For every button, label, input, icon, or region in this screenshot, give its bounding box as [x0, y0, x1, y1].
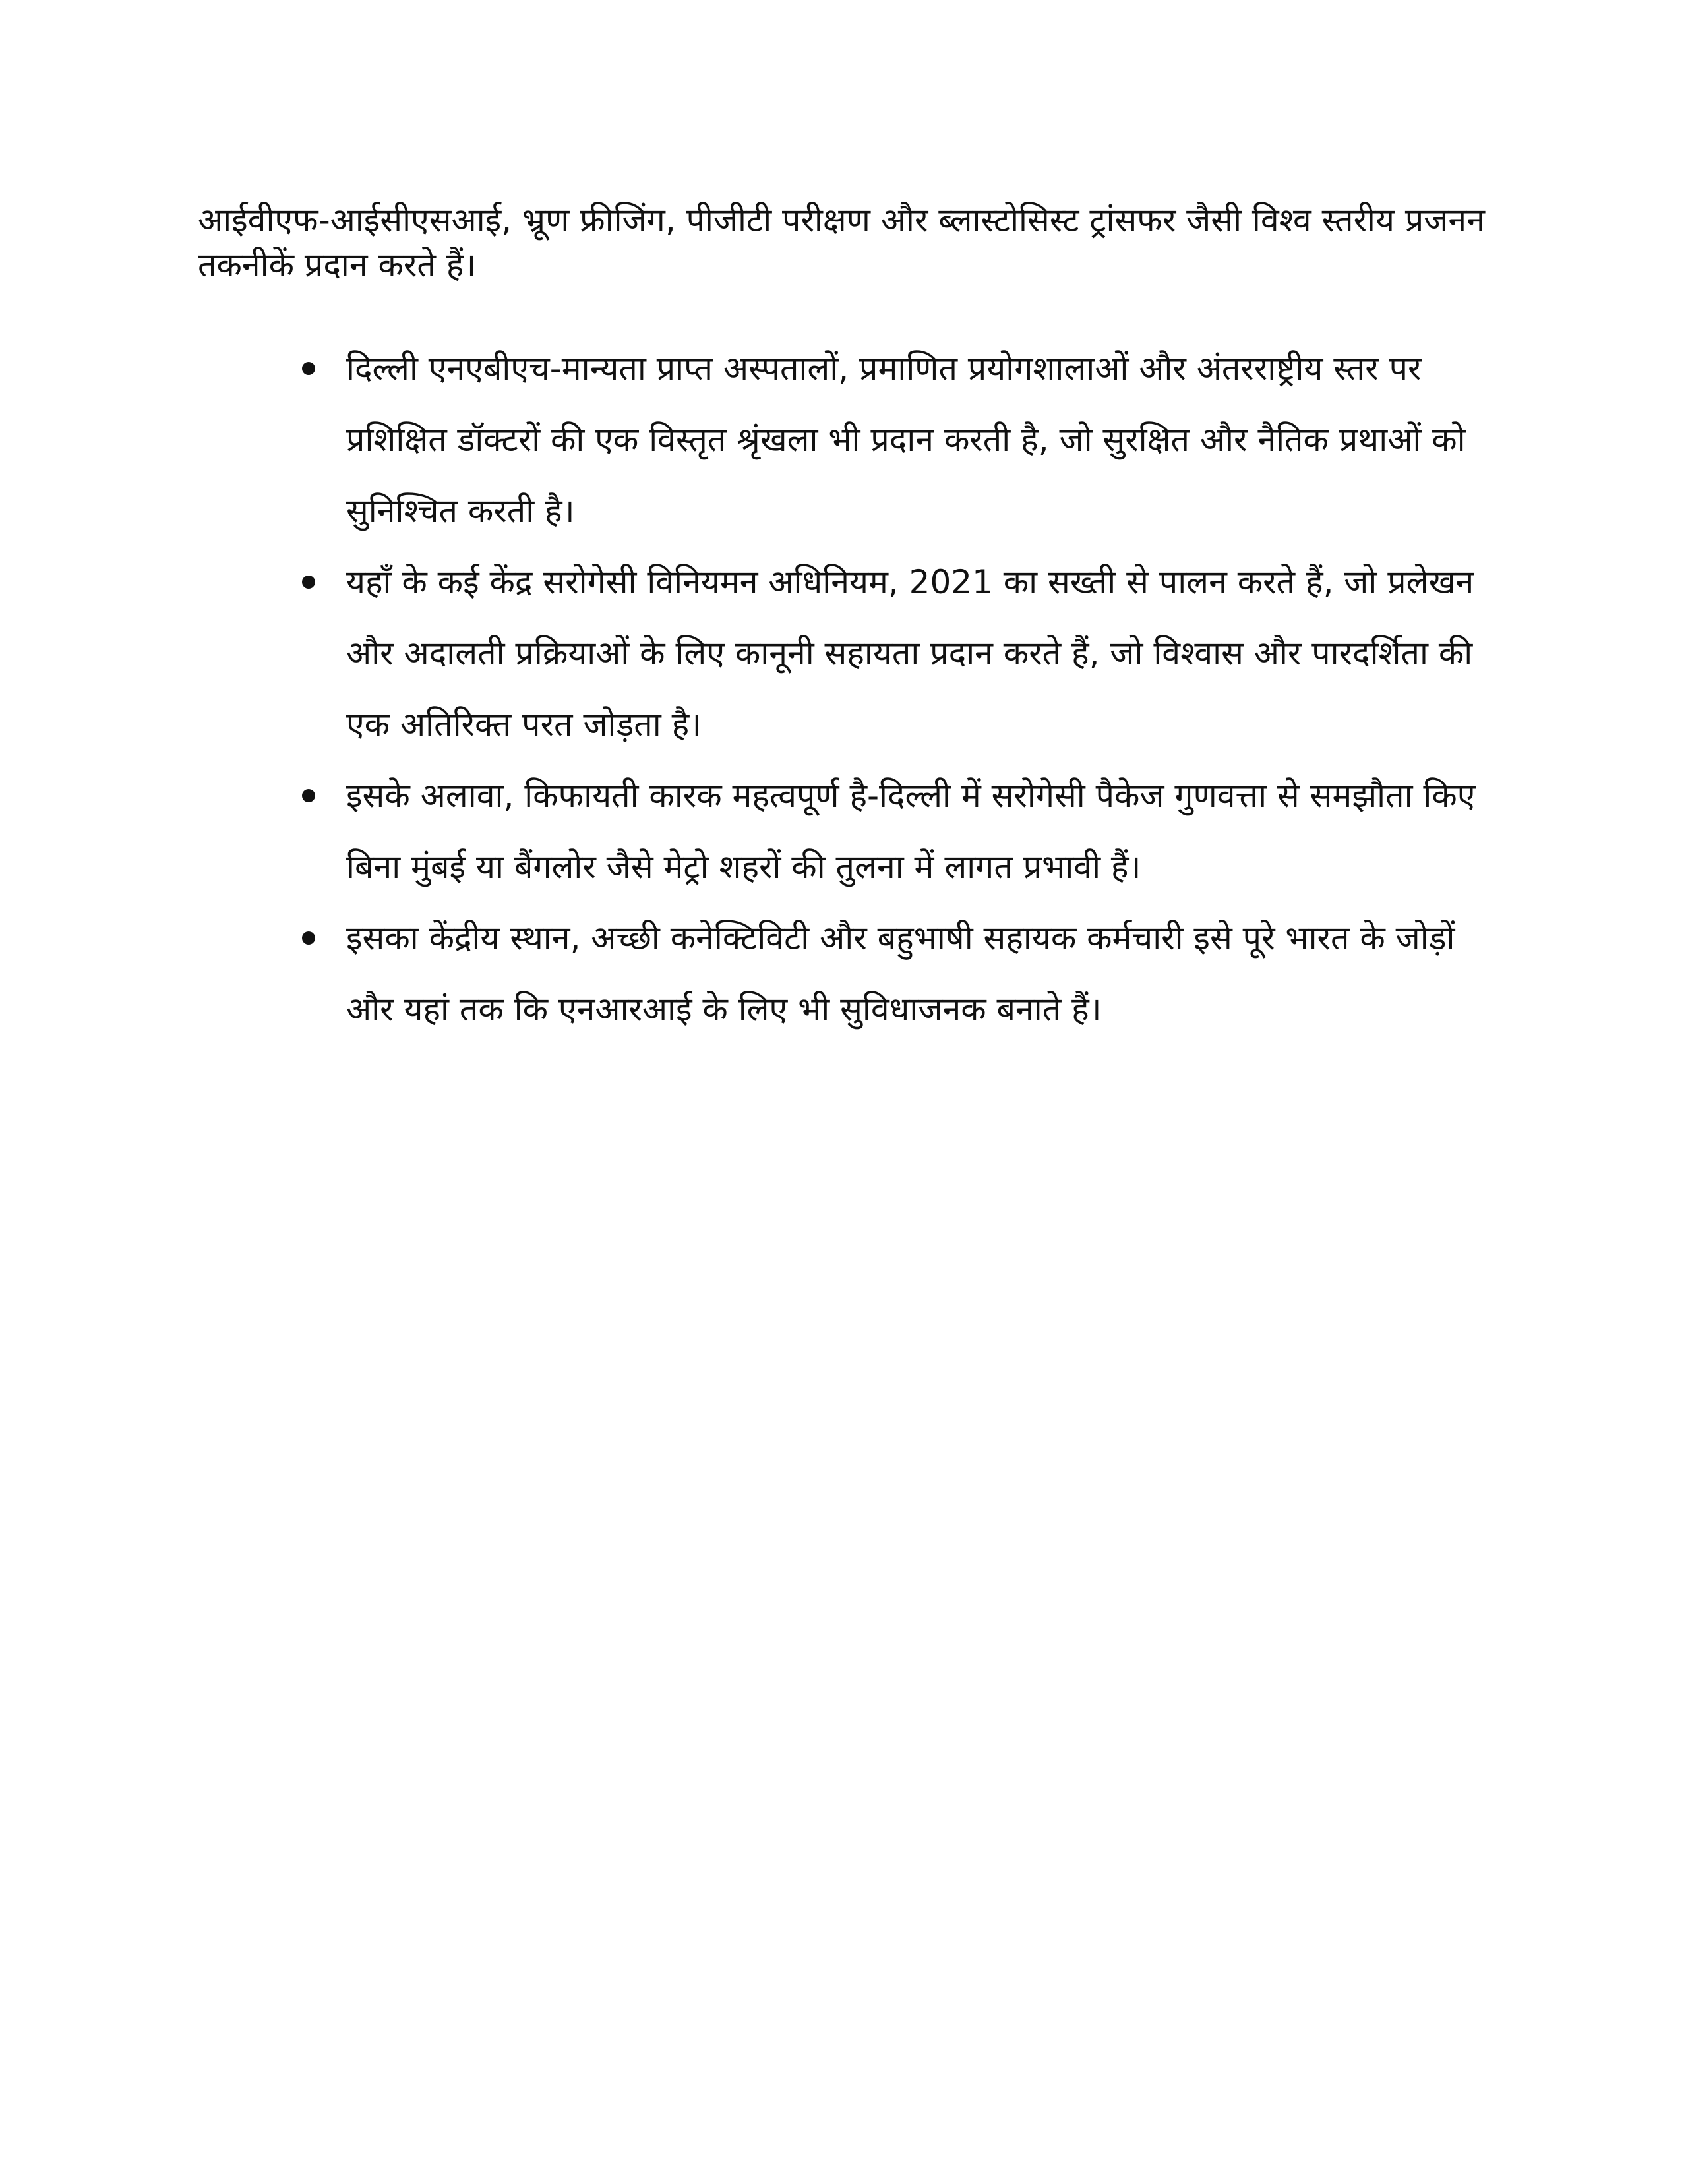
bullet-list — [198, 333, 1490, 1045]
intro-paragraph: आईवीएफ-आईसीएसआई, भ्रूण फ्रीजिंग, पीजीटी परीक्षण और ब्लास्टोसिस्ट ट्रांसफर जैसी विश्व स्तरीय प्रजनन तकनीकें प्रदान करते हैं। — [198, 201, 1485, 284]
list-item — [198, 760, 1490, 902]
list-item-text: इसका केंद्रीय स्थान, अच्छी कनेक्टिविटी और बहुभाषी सहायक कर्मचारी इसे पूरे भारत के जोड़ों और यहां तक कि एनआरआई के लिए भी सुविधाजनक बनाते हैं। — [346, 919, 1455, 1028]
bullet-icon — [302, 576, 315, 589]
list-item — [198, 902, 1490, 1045]
list-item-text: दिल्ली एनएबीएच-मान्यता प्राप्त अस्पतालों, प्रमाणित प्रयोगशालाओं और अंतरराष्ट्रीय स्तर पर प्रशिक्षित डॉक्टरों की एक विस्तृत श्रृंखला भी प्रदान करती है, जो सुरक्षित और नैतिक प्रथाओं को सुनिश्चित करती है। — [346, 349, 1466, 530]
bullet-icon — [302, 362, 315, 375]
list-item-text: यहाँ के कई केंद्र सरोगेसी विनियमन अधिनियम, 2021 का सख्ती से पालन करते हैं, जो प्रलेखन और अदालती प्रक्रियाओं के लिए कानूनी सहायता प्रदान करते हैं, जो विश्वास और पारदर्शिता की एक अतिरिक्त परत जोड़ता है। — [346, 563, 1474, 744]
bullet-icon — [302, 789, 315, 802]
list-item — [198, 546, 1490, 760]
list-item-text: इसके अलावा, किफायती कारक महत्वपूर्ण है-दिल्ली में सरोगेसी पैकेज गुणवत्ता से समझौता किए बिना मुंबई या बैंगलोर जैसे मेट्रो शहरों की तुलना में लागत प्रभावी हैं। — [346, 777, 1476, 886]
list-item — [198, 333, 1490, 546]
bullet-icon — [302, 931, 315, 945]
